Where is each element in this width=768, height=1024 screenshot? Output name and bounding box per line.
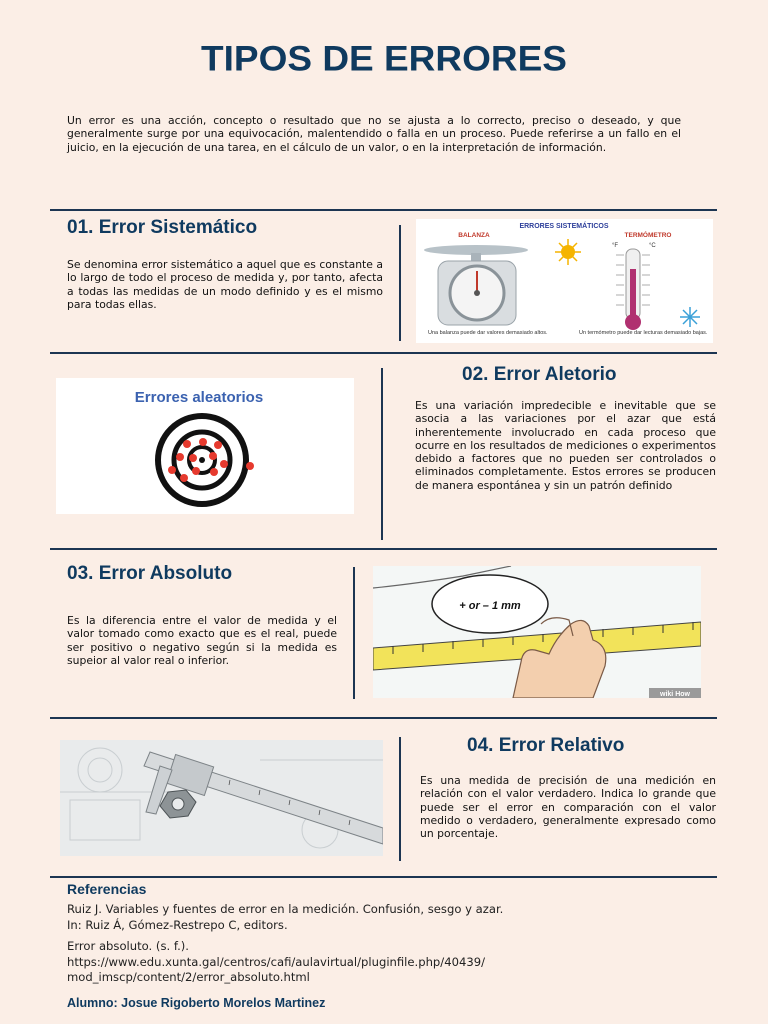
absolute-error-image <box>373 566 701 698</box>
section-heading-relativo: 04. Error Relativo <box>467 735 625 756</box>
reference-1: Ruiz J. Variables y fuentes de error en la medición. Confusión, sesgo y azar. In: Ruiz Á, Gómez-Restrepo C, editors. <box>67 902 504 932</box>
references-heading: Referencias <box>67 881 147 897</box>
svg-text:°F: °F <box>612 243 619 249</box>
section-text-relativo: Es una medida de precisión de una medición en relación con el valor verdadero. Indica lo grande que puede ser el error en comparación con el valor medido o verdadero, generalmente expresado como un porcentaje. <box>420 774 716 841</box>
divider <box>50 548 717 550</box>
sun-icon <box>555 239 581 265</box>
divider-vertical <box>353 567 355 699</box>
scale-icon <box>424 245 528 325</box>
image-right-caption: Un termómetro puede dar lecturas demasiado bajas. <box>579 330 708 336</box>
watermark: wiki How <box>660 691 690 698</box>
image-right-label: TERMÓMETRO <box>624 232 672 239</box>
intro-paragraph: Un error es una acción, concepto o resultado que no se ajusta a lo correcto, preciso o deseado, y que generalmente surge por una equivocación, malentendido o falla en un proceso. Puede referirse a un fallo en el juicio, en la ejecución de una tarea, en el cálculo de un valor, o en la interpretación de información. <box>67 114 681 154</box>
section-text-sistematico: Se denomina error sistemático a aquel que es constante a lo largo de todo el proceso de medida y, por tanto, afecta a todas las medidas de un modo definido y es el mismo para todas ellas. <box>67 258 383 311</box>
divider <box>50 209 717 211</box>
reference-link[interactable]: https://www.edu.xunta.gal/centros/cafi/aulavirtual/pluginfile.php/40439/ <box>67 954 485 969</box>
page-title: TIPOS DE ERRORES <box>201 39 567 78</box>
caliper-image <box>60 740 383 856</box>
systematic-errors-image <box>416 219 713 343</box>
reference-link[interactable]: mod_imscp/content/2/error_absoluto.html <box>67 970 310 984</box>
section-heading-absoluto: 03. Error Absoluto <box>67 563 233 584</box>
section-heading-aleatorio: 02. Error Aletorio <box>462 364 617 385</box>
random-errors-image <box>56 378 354 514</box>
divider <box>50 876 717 878</box>
divider-vertical <box>399 225 401 341</box>
image-left-label: BALANZA <box>458 232 490 239</box>
image-title: Errores aleatorios <box>134 389 264 406</box>
divider <box>50 717 717 719</box>
image-title: ERRORES SISTEMÁTICOS <box>519 223 609 230</box>
hand-icon <box>513 618 606 698</box>
image-left-caption: Una balanza puede dar valores demasiado altos. <box>428 330 548 336</box>
student-name: Alumno: Josue Rigoberto Morelos Martinez <box>67 996 326 1010</box>
divider-vertical <box>399 737 401 861</box>
thermometer-icon <box>612 243 656 330</box>
nut-icon <box>160 790 196 818</box>
reference-2: Error absoluto. (s. f.). https://www.edu.xunta.gal/centros/cafi/aulavirtual/pluginfile.php/40439/ mod_imscp/content/2/error_absoluto.html <box>67 939 707 986</box>
divider-vertical <box>381 368 383 540</box>
snowflake-icon <box>680 307 700 327</box>
svg-text:°C: °C <box>649 243 656 249</box>
section-heading-sistematico: 01. Error Sistemático <box>67 217 258 238</box>
divider <box>50 352 717 354</box>
section-text-absoluto: Es la diferencia entre el valor de medida y el valor tomado como exacto que es el real, puede ser positivo o negativo según si la medida es supeior al valor real o inferior. <box>67 614 337 667</box>
section-text-aleatorio: Es una variación impredecible e inevitable que se asocia a las variaciones por el azar que está inherentemente involucrado en cada proceso que ocurre en los resultados de mediciones o experimentos debido a factores que no pueden ser controlados o eliminados completamente. Estos errores se producen de manera espontánea y sin un patrón definido <box>415 399 716 492</box>
svg-text:+ or – 1 mm: + or – 1 mm <box>459 600 521 612</box>
